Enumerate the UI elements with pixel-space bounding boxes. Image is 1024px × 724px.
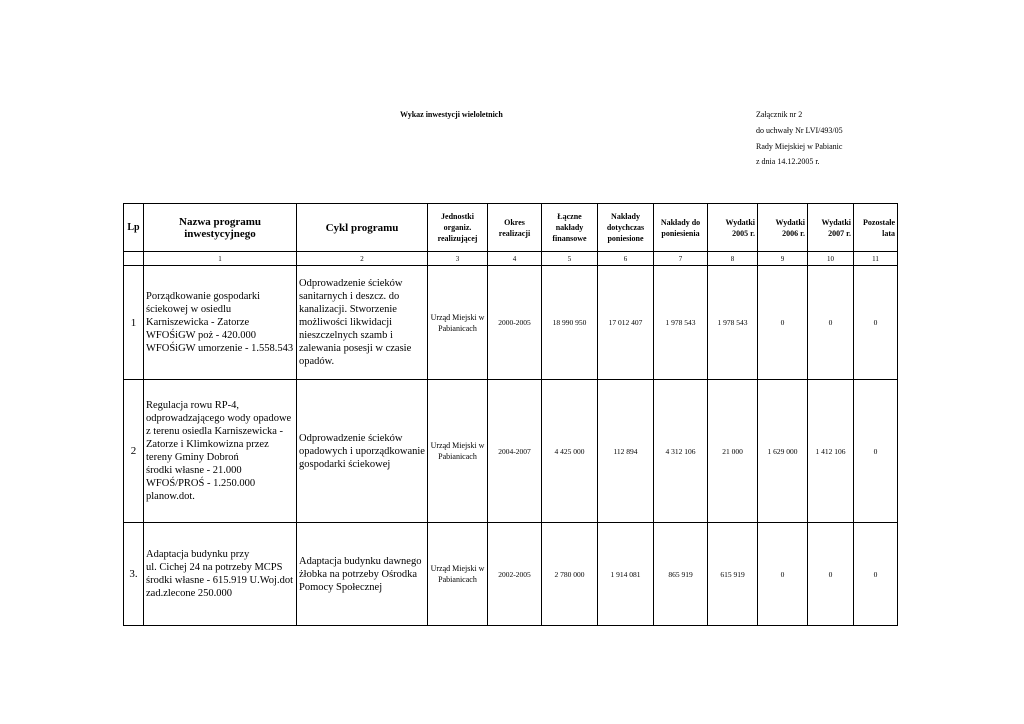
- annex-line-2: do uchwały Nr LVI/493/05: [756, 126, 843, 135]
- header-cycle: Cykl programu: [297, 204, 428, 252]
- row-2007: 0: [808, 523, 854, 626]
- row-spent: 1 914 081: [598, 523, 654, 626]
- row-period: 2002-2005: [488, 523, 542, 626]
- column-number: 6: [598, 252, 654, 266]
- row-2007: 1 412 106: [808, 380, 854, 523]
- column-number: 7: [654, 252, 708, 266]
- table-row: [124, 523, 898, 626]
- row-other: 0: [854, 523, 898, 626]
- column-number: 5: [542, 252, 598, 266]
- row-organization: Urząd Miejski w Pabianicach: [428, 266, 488, 380]
- annex-line-4: z dnia 14.12.2005 r.: [756, 157, 820, 166]
- row-lp: 3.: [124, 523, 144, 626]
- row-other: 0: [854, 266, 898, 380]
- header-remaining: Nakłady do poniesienia: [654, 204, 708, 252]
- header-other: Pozostałe lata: [854, 204, 898, 252]
- row-spent: 17 012 407: [598, 266, 654, 380]
- row-total: 18 990 950: [542, 266, 598, 380]
- row-program-cycle: Odprowadzenie ścieków opadowych i uporządkowanie gospodarki ściekowej: [297, 380, 428, 523]
- header-2005: Wydatki 2005 r.: [708, 204, 758, 252]
- header-2007: Wydatki 2007 r.: [808, 204, 854, 252]
- row-2005: 615 919: [708, 523, 758, 626]
- row-program-name: Adaptacja budynku przy ul. Cichej 24 na potrzeby MCPS środki własne - 615.919 U.Woj.dot zad.zlecone 250.000: [144, 523, 297, 626]
- row-spent: 112 894: [598, 380, 654, 523]
- column-number: [124, 252, 144, 266]
- header-spent: Nakłady dotychczas poniesione: [598, 204, 654, 252]
- column-number-row: [124, 252, 898, 266]
- row-program-name: Porządkowanie gospodarki ściekowej w osiedlu Karniszewicka - Zatorze WFOŚiGW poż - 420.000 WFOŚiGW umorzenie - 1.558.543: [144, 266, 297, 380]
- header-2006: Wydatki 2006 r.: [758, 204, 808, 252]
- row-program-cycle: Odprowadzenie ścieków sanitarnych i deszcz. do kanalizacji. Stworzenie możliwości likwidacji nieszczelnych szamb i zalewania posesji w czasie opadów.: [297, 266, 428, 380]
- table-row: [124, 266, 898, 380]
- row-2007: 0: [808, 266, 854, 380]
- row-2006: 1 629 000: [758, 380, 808, 523]
- row-period: 2000-2005: [488, 266, 542, 380]
- row-lp: 2: [124, 380, 144, 523]
- table-header-row: [124, 204, 898, 252]
- row-program-cycle: Adaptacja budynku dawnego żłobka na potrzeby Ośrodka Pomocy Społecznej: [297, 523, 428, 626]
- column-number: 1: [144, 252, 297, 266]
- header-period: Okres realizacji: [488, 204, 542, 252]
- row-total: 2 780 000: [542, 523, 598, 626]
- column-number: 9: [758, 252, 808, 266]
- row-other: 0: [854, 380, 898, 523]
- document-title: Wykaz inwestycji wieloletnich: [400, 110, 503, 119]
- row-2005: 21 000: [708, 380, 758, 523]
- row-2006: 0: [758, 523, 808, 626]
- investments-table: [123, 203, 898, 626]
- column-number: 8: [708, 252, 758, 266]
- column-number: 2: [297, 252, 428, 266]
- row-total: 4 425 000: [542, 380, 598, 523]
- column-number: 11: [854, 252, 898, 266]
- row-2006: 0: [758, 266, 808, 380]
- annex-line-1: Załącznik nr 2: [756, 110, 803, 119]
- row-remaining: 1 978 543: [654, 266, 708, 380]
- header-org: Jednostki organiz. realizującej: [428, 204, 488, 252]
- row-2005: 1 978 543: [708, 266, 758, 380]
- header-name: Nazwa programu inwestycyjnego: [144, 204, 297, 252]
- annex-line-3: Rady Miejskiej w Pabianic: [756, 142, 843, 151]
- row-organization: Urząd Miejski w Pabianicach: [428, 523, 488, 626]
- column-number: 4: [488, 252, 542, 266]
- header-lp: Lp: [124, 204, 144, 252]
- header-total: Łączne nakłady finansowe: [542, 204, 598, 252]
- row-organization: Urząd Miejski w Pabianicach: [428, 380, 488, 523]
- row-remaining: 865 919: [654, 523, 708, 626]
- column-number: 3: [428, 252, 488, 266]
- row-remaining: 4 312 106: [654, 380, 708, 523]
- table-row: [124, 380, 898, 523]
- column-number: 10: [808, 252, 854, 266]
- row-program-name: Regulacja rowu RP-4, odprowadzającego wody opadowe z terenu osiedla Karniszewicka - Zatorze i Klimkowizna przez tereny Gminy Dobroń środki własne - 21.000 WFOŚ/PROŚ - 1.250.000 planow.dot.: [144, 380, 297, 523]
- row-period: 2004-2007: [488, 380, 542, 523]
- row-lp: 1: [124, 266, 144, 380]
